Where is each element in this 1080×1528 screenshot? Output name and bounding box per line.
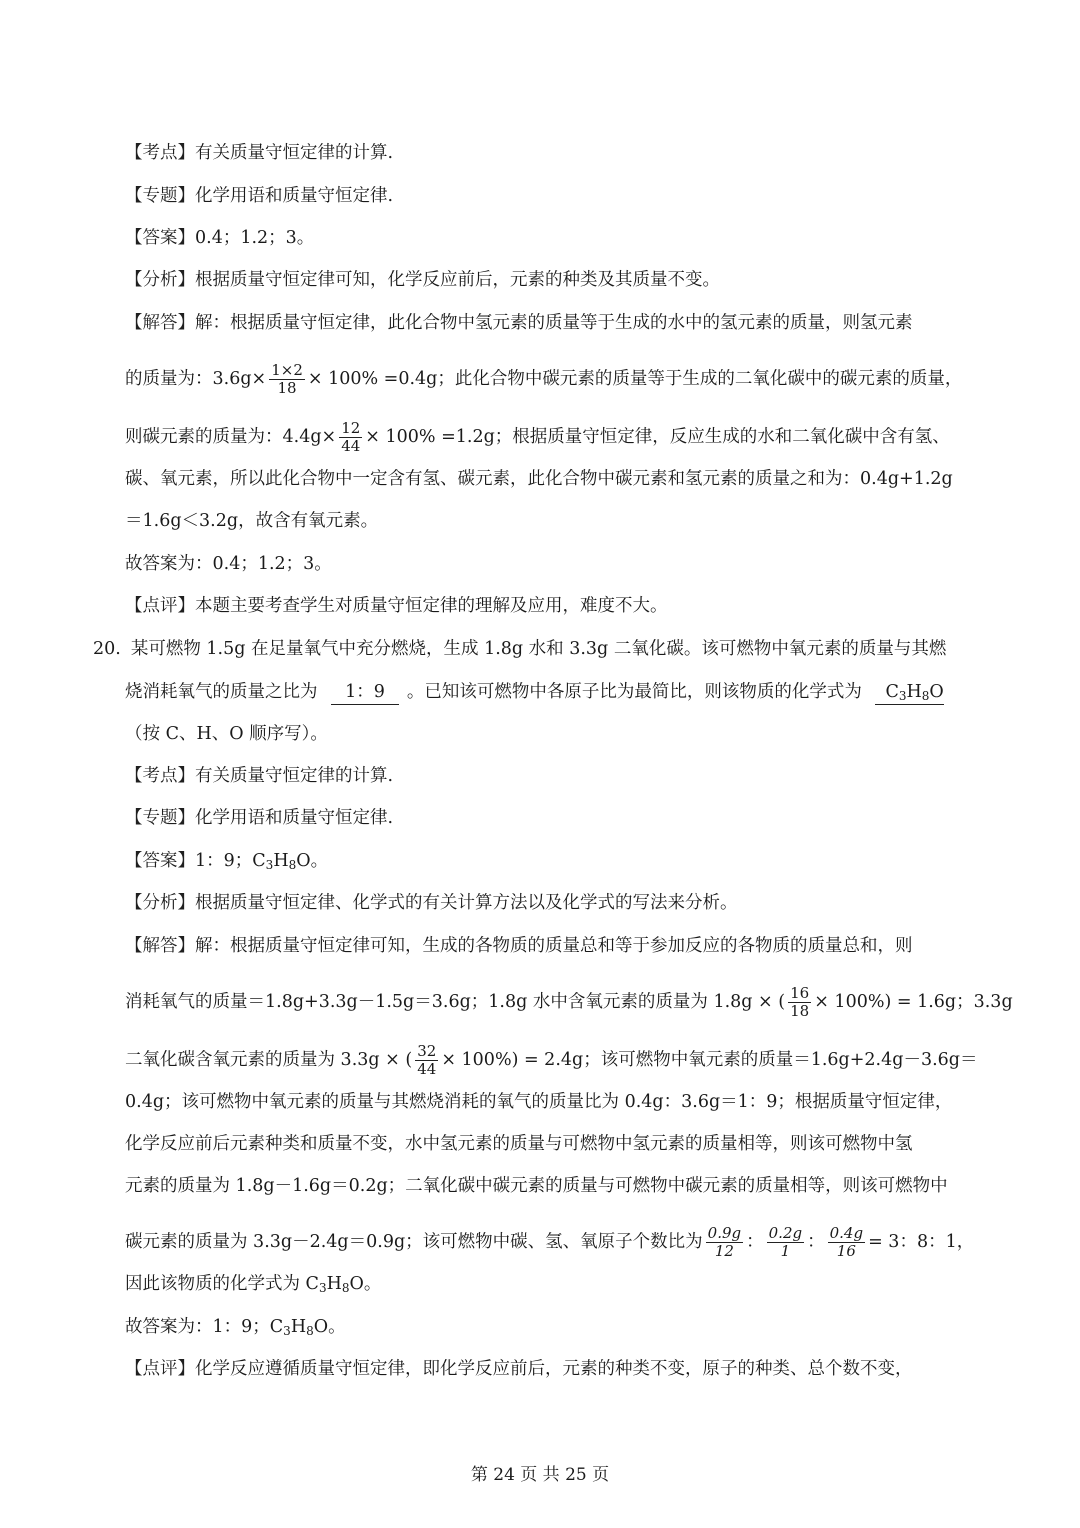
fraction-denominator: 16 xyxy=(836,1242,856,1260)
dianping-tag: 【点评】 xyxy=(125,1359,195,1379)
daan-tag: 【答案】 xyxy=(125,228,195,248)
jieda-text: 0.4g；该可燃物中氧元素的质量与其燃烧消耗的氧气的质量比为 0.4g：3.6g＝1：9；根据质量守恒定律， xyxy=(125,1092,953,1112)
q19-jieda-line3 xyxy=(125,420,985,455)
q19-jieda-line2 xyxy=(125,362,985,397)
formula-part: O。 xyxy=(349,1274,382,1294)
fraction-numerator: 32 xyxy=(417,1042,437,1060)
answer-blank-2 xyxy=(875,680,943,705)
q20-dianping xyxy=(125,1357,985,1381)
formula-subscript: 3 xyxy=(283,1324,291,1338)
q20-jieda-line1 xyxy=(125,934,985,958)
q20-jieda-line4 xyxy=(125,1090,985,1114)
zhuanti-tag: 【专题】 xyxy=(125,808,195,828)
jieda-text: 的质量为：3.6g× xyxy=(125,369,267,389)
jieda-text: 则碳元素的质量为：4.4g× xyxy=(125,427,337,447)
formula-part: O。 xyxy=(313,1317,346,1337)
q20-jieda-line2 xyxy=(125,984,1013,1020)
q20-jieda-line5 xyxy=(125,1132,985,1156)
daan-tag: 【答案】 xyxy=(125,851,195,871)
jieda-tag: 【解答】 xyxy=(125,313,195,333)
fraction xyxy=(788,985,811,1020)
fraction-denominator: 18 xyxy=(790,1002,810,1020)
fraction xyxy=(415,1043,438,1078)
q19-dianping xyxy=(125,594,985,618)
ratio-separator: ： xyxy=(746,1232,764,1252)
fraction-denominator: 18 xyxy=(277,379,297,397)
fraction xyxy=(767,1225,804,1260)
daan-text: 1：9；C xyxy=(195,851,266,871)
question-stem: 某可燃物 1.5g 在足量氧气中充分燃烧，生成 1.8g 水和 3.3g 二氧化碳。该可燃物中氧元素的质量与其燃 xyxy=(130,639,947,659)
jieda-text: 碳、氧元素，所以此化合物中一定含有氢、碳元素，此化合物中碳元素和氢元素的质量之和为：0.4g+1.2g xyxy=(125,469,953,489)
formula-part: H xyxy=(273,851,289,871)
q20-kaodian xyxy=(125,764,985,788)
fraction-denominator: 44 xyxy=(417,1060,437,1078)
q19-kaodian xyxy=(125,141,985,165)
kaodian-tag: 【考点】 xyxy=(125,143,195,163)
final-answer-text: 故答案为：1：9；C xyxy=(125,1317,284,1337)
fraction-numerator: 0.9g xyxy=(707,1224,742,1242)
q19-daan xyxy=(125,226,985,250)
jieda-text: ＝1.6g＜3.2g，故含有氧元素。 xyxy=(125,511,379,531)
q20-jieda-line3 xyxy=(125,1043,985,1078)
formula-part: C xyxy=(885,682,899,702)
formula-subscript: 3 xyxy=(318,1281,327,1295)
jieda-text: 二氧化碳含氧元素的质量为 3.3g × ( xyxy=(125,1050,413,1070)
fraction xyxy=(828,1225,865,1260)
fraction-numerator: 12 xyxy=(341,419,361,437)
formula-subscript: 8 xyxy=(306,1324,314,1338)
fraction-numerator: 16 xyxy=(790,984,810,1002)
q20-stem-line3 xyxy=(125,722,985,746)
q20-jieda-line7 xyxy=(125,1225,985,1260)
zhuanti-text: 化学用语和质量守恒定律. xyxy=(195,808,394,828)
fenxi-text: 根据质量守恒定律、化学式的有关计算方法以及化学式的写法来分析。 xyxy=(195,893,738,913)
q19-fenxi xyxy=(125,268,985,292)
formula-part: H xyxy=(290,1317,307,1337)
fenxi-tag: 【分析】 xyxy=(125,270,195,290)
jieda-text: 消耗氧气的质量＝1.8g+3.3g－1.5g＝3.6g；1.8g 水中含氧元素的质量为 1.8g × ( xyxy=(125,992,786,1012)
question-stem: （按 C、H、O 顺序写）。 xyxy=(125,724,328,744)
q20-zhuanti xyxy=(125,806,985,830)
jieda-tag: 【解答】 xyxy=(125,936,195,956)
fraction-numerator: 0.2g xyxy=(768,1224,803,1242)
q20-stem-line1 xyxy=(93,637,985,661)
q20-gudaan xyxy=(125,1315,985,1339)
q19-jieda-line5 xyxy=(125,509,985,533)
dianping-tag: 【点评】 xyxy=(125,596,195,616)
q20-daan xyxy=(125,849,985,873)
q20-jieda-line8 xyxy=(125,1272,985,1296)
fraction-numerator: 0.4g xyxy=(829,1224,864,1242)
jieda-text: 碳元素的质量为 3.3g－2.4g＝0.9g；该可燃物中碳、氢、氧原子个数比为 xyxy=(125,1232,703,1252)
zhuanti-tag: 【专题】 xyxy=(125,186,195,206)
jieda-text: × 100%) = 1.6g；3.3g xyxy=(814,992,1013,1012)
jieda-text: 化学反应前后元素种类和质量不变，水中氢元素的质量与可燃物中氢元素的质量相等，则该可燃物中氢 xyxy=(125,1134,913,1154)
q20-fenxi xyxy=(125,891,985,915)
answer-blank-1: 1：9 xyxy=(331,680,399,705)
formula-subscript: 8 xyxy=(341,1281,350,1295)
dianping-text: 本题主要考查学生对质量守恒定律的理解及应用，难度不大。 xyxy=(195,596,668,616)
formula-part: O。 xyxy=(296,851,329,871)
formula-part: O xyxy=(929,682,944,702)
dianping-text: 化学反应遵循质量守恒定律，即化学反应前后，元素的种类不变，原子的种类、总个数不变， xyxy=(195,1359,913,1379)
final-answer-text: 故答案为：0.4；1.2；3。 xyxy=(125,554,332,574)
fraction-denominator: 44 xyxy=(341,437,361,455)
question-stem: 烧消耗氧气的质量之比为 xyxy=(125,682,318,702)
q20-stem-line2 xyxy=(125,680,985,705)
q19-gudaan xyxy=(125,552,985,576)
q19-zhuanti xyxy=(125,184,985,208)
formula-part: H xyxy=(906,682,922,702)
page-footer: 第 24 页 共 25 页 xyxy=(470,1465,610,1485)
formula-subscript: 8 xyxy=(921,689,930,703)
jieda-text: × 100% =1.2g；根据质量守恒定律，反应生成的水和二氧化碳中含有氢、 xyxy=(365,427,950,447)
fraction-denominator: 1 xyxy=(780,1242,791,1260)
question-number: 20. xyxy=(93,639,121,659)
fraction xyxy=(269,362,305,397)
formula-part: H xyxy=(326,1274,342,1294)
ratio-separator: ： xyxy=(807,1232,825,1252)
fraction xyxy=(706,1225,743,1260)
zhuanti-text: 化学用语和质量守恒定律. xyxy=(195,186,394,206)
question-stem: 。已知该可燃物中各原子比为最简比，则该物质的化学式为 xyxy=(406,682,862,702)
jieda-text: 元素的质量为 1.8g－1.6g＝0.2g；二氧化碳中碳元素的质量与可燃物中碳元素的质量相等，则该可燃物中 xyxy=(125,1176,948,1196)
fraction-denominator: 12 xyxy=(714,1242,734,1260)
fraction-numerator: 1×2 xyxy=(271,361,303,379)
kaodian-text: 有关质量守恒定律的计算. xyxy=(195,766,394,786)
jieda-text: × 100% =0.4g；此化合物中碳元素的质量等于生成的二氧化碳中的碳元素的质量， xyxy=(307,369,963,389)
jieda-text: 因此该物质的化学式为 C xyxy=(125,1274,319,1294)
jieda-text: 解：根据质量守恒定律可知，生成的各物质的质量总和等于参加反应的各物质的质量总和，则 xyxy=(195,936,913,956)
formula-subscript: 3 xyxy=(898,689,907,703)
fenxi-text: 根据质量守恒定律可知，化学反应前后，元素的种类及其质量不变。 xyxy=(195,270,720,290)
jieda-text: 解：根据质量守恒定律，此化合物中氢元素的质量等于生成的水中的氢元素的质量，则氢元素 xyxy=(195,313,913,333)
formula-subscript: 3 xyxy=(265,858,274,872)
q19-jieda-line1 xyxy=(125,311,985,335)
jieda-text: = 3：8：1， xyxy=(868,1232,975,1252)
daan-text: 0.4；1.2；3。 xyxy=(195,228,315,248)
fraction xyxy=(339,420,362,455)
q19-jieda-line4 xyxy=(125,467,985,491)
kaodian-tag: 【考点】 xyxy=(125,766,195,786)
kaodian-text: 有关质量守恒定律的计算. xyxy=(195,143,394,163)
q20-jieda-line6 xyxy=(125,1174,985,1198)
fenxi-tag: 【分析】 xyxy=(125,893,195,913)
formula-subscript: 8 xyxy=(288,858,297,872)
jieda-text: × 100%) = 2.4g；该可燃物中氧元素的质量＝1.6g+2.4g－3.6g＝ xyxy=(441,1050,978,1070)
